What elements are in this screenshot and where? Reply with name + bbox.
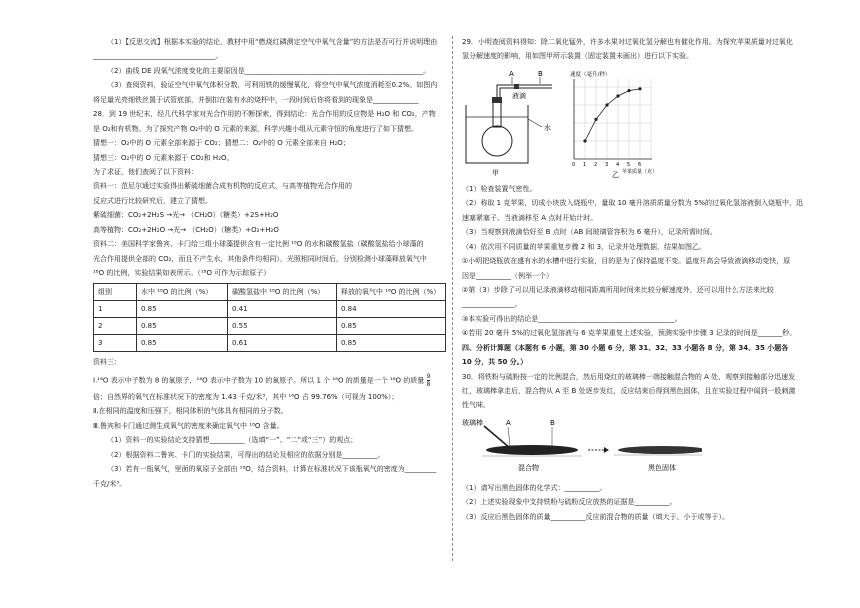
table-header: 水中 ¹⁸O 的比例（%） xyxy=(137,284,228,301)
label-a: A xyxy=(509,69,514,78)
fraction-denominator: 8 xyxy=(426,380,431,388)
text-line: 千克/米³。 xyxy=(93,479,127,488)
label-point-b: B xyxy=(550,418,555,427)
section-title-cont: 10 分，共 50 分。） xyxy=(462,358,528,367)
table-cell: 0.61 xyxy=(228,335,337,352)
flask xyxy=(482,97,512,156)
text-line: ①小明把烧瓶放在盛有水的水槽中进行实验，目的是为了保持温度不变。温度升高会导致液滴移动变快，原 xyxy=(462,257,791,266)
table-header: 组别 xyxy=(94,284,137,301)
label-glass-rod: 玻璃棒 xyxy=(462,418,483,427)
right-column xyxy=(462,38,830,527)
text-line: ②第（3）步除了可以用记录液滴移动相同距离所用时间来比较分解速度外，还可以用什么方法来比较 xyxy=(462,285,774,294)
text-line: 资料二：美国科学家鲁宾、卡门给三组小球藻提供含有一定比例 ¹⁸O 的水和碳酸氢盐（碳酸氢盐给小球藻的 xyxy=(93,240,424,249)
x-tick-label: 2 xyxy=(594,161,598,168)
text-line: ¹⁸O 的比例，实验结果如表所示。（¹⁸O 可作为示踪原子） xyxy=(93,269,271,277)
table-row xyxy=(94,318,446,335)
mixture-svg xyxy=(462,416,702,478)
text-line: 将足量光亮细铁丝置于试管底部，并倒扣在装有水的烧杯中，一段时间后你将看到的现象是_____________ xyxy=(93,95,419,104)
text-line: 反应式进行比较研究后，建立了猜想。 xyxy=(93,196,212,205)
arrow-right-icon xyxy=(604,447,609,453)
table-row xyxy=(94,301,446,318)
table-cell: 2 xyxy=(94,318,137,335)
table-cell: 0.55 xyxy=(228,318,337,335)
apparatus-figure xyxy=(462,67,662,179)
text-line: （3）当观察到液滴恰好至 B 点时（AB 间玻璃管容积为 6 毫升），记录所需时间。 xyxy=(462,228,717,237)
apparatus-svg xyxy=(462,67,662,179)
mixture-pile xyxy=(486,445,578,455)
label-mixture: 混合物 xyxy=(518,463,539,472)
text-line: _______________。 xyxy=(462,300,522,309)
text-line: 性气味。 xyxy=(462,401,490,410)
table-cell: 3 xyxy=(94,335,137,352)
equation-plants: 高等植物：CO₂+2H₂O →光→ （CH₂O）（糖类）+O₂+H₂O xyxy=(93,225,279,234)
text-line: （2）上述实验现象中支持铁粉与硫粉反应放热的证据是__________。 xyxy=(462,498,677,507)
table-cell: 0.85 xyxy=(137,335,228,352)
text-line: 资料三： xyxy=(93,358,121,367)
question-30: 30．将铁粉与硫粉按一定的比例混合，然后用烧红的玻璃棒一端接触混合物的 A 处，观察到接触部分迅速发 xyxy=(462,372,796,381)
x-axis-label: 苹果质量（克） xyxy=(622,168,658,175)
x-tick-label: 5 xyxy=(627,161,631,168)
caption-jia: 甲 xyxy=(492,168,499,177)
data-point xyxy=(605,103,608,106)
text-line xyxy=(93,373,446,388)
question-28: 28．到 19 世纪末，经几代科学家对光合作用的不断探索，得到结论：光合作用的反应物是 H₂O 和 CO₂，产物 xyxy=(93,110,436,119)
text-line: 红，玻璃棒拿走后，混合物从 A 至 B 处逐步发红，反应结束后得到黑色固体，且在实验过程中闻到一股刺激 xyxy=(462,387,796,395)
text-line: （4）依次用不同质量的苹果重复步骤 2 和 3，记录并处理数据，结果如图乙。 xyxy=(462,242,707,251)
text-line: （2）根据资料二鲁宾、卡门的实验结果，可得出的结论及相应的依据分别是__________。 xyxy=(107,450,385,459)
text-line: （1）检查装置气密性。 xyxy=(462,184,537,193)
text-line: 倍；自然界的氧气在标准状况下的密度为 1.43 千克/米³，其中 ¹⁶O 占 99.76%（可视为 100%）； xyxy=(93,392,399,401)
table-cell: 0.85 xyxy=(337,335,446,352)
table-header-row xyxy=(94,284,446,301)
table-header: 释放的氧气中 ¹⁸O 的比例（%） xyxy=(337,284,446,301)
text-line: 资料一：范尼尔通过实验得出紫硫细菌合成有机物的反应式，与高等植物光合作用的 xyxy=(93,182,352,191)
text-line: （3）查阅资料，验证空气中氧气体积分数，可利用铁的缓慢氧化，将空气中氧气浓度消耗至0.2%。如图内 xyxy=(107,81,438,90)
text-line: 猜想三：O₂中的 O 元素来源于 CO₂和 H₂O。 xyxy=(93,153,234,162)
curve-line xyxy=(585,89,640,141)
text-line: 因是__________（例举一个） xyxy=(462,271,553,280)
question-29: 29．小明查阅资料得知：除二氧化锰外，许多水果对过氧化氢分解也有催化作用。为探究苹果质量对过氧化 xyxy=(462,38,793,46)
label-point-a: A xyxy=(506,418,511,427)
equation-sulfur-bacteria: 紫硫细菌：CO₂+2H₂S →光→ （CH₂O）（糖类）+2S+H₂O xyxy=(93,211,279,220)
text-line: （2）曲线 DE 段氧气浓度变化的主要原因是___________________________________________________。 xyxy=(107,66,431,75)
text-line: ④若用 20 毫升 5%的过氧化氢溶液与 6 克苹果重复上述实验，预测实验中步骤 3 记录的时间是_______秒。 xyxy=(462,329,797,338)
data-point xyxy=(583,139,586,142)
text-line: （1）【反思交流】根据本实验的结论，教材中用“燃烧红磷测定空气中氧气含量”的方法是否可行并说明理由 xyxy=(107,38,438,46)
text-line: 氢分解速度的影响，用如图甲所示装置（固定装置未画出）进行以下实验。 xyxy=(462,52,693,61)
text-line: ___________________________________。 xyxy=(93,52,223,61)
text-line: 速塞紧塞子。当液滴移至 A 点时开始计时。 xyxy=(462,213,598,222)
table-cell: 0.41 xyxy=(228,301,337,318)
y-axis-label: 速度（毫升/秒） xyxy=(570,71,611,78)
left-column xyxy=(93,38,446,494)
text-line: 为了求证，他们查阅了以下资料： xyxy=(93,167,198,176)
data-point xyxy=(616,94,619,97)
table-cell: 0.85 xyxy=(137,301,228,318)
section-title: 四、分析计算题（本题有 6 小题，第 30 小题 6 分，第 31、32、33 小题各 8 分，第 34、35 小题各 xyxy=(462,343,789,352)
table-cell: 0.84 xyxy=(337,301,446,318)
x-ticks xyxy=(572,162,641,168)
glass-rod xyxy=(484,426,510,448)
table-cell: 0.85 xyxy=(337,318,446,335)
x-tick-label: 3 xyxy=(605,161,609,168)
text-line: （3）反应后黑色固体的质量__________反应前混合物的质量（填大于、小于或等于）。 xyxy=(462,512,729,521)
text-segment: Ⅰ.¹⁶O 表示中子数为 8 的氧原子，¹⁸O 表示中子数为 10 的氧原子。所以 1 个 ¹⁸O 的质量是一个 ¹⁶O 的质量 xyxy=(93,376,425,385)
label-b: B xyxy=(538,69,543,78)
fraction-numerator: 9 xyxy=(426,372,431,380)
graph-grid xyxy=(574,79,651,159)
column-divider xyxy=(452,36,453,561)
text-line: Ⅲ.鲁宾和卡门通过测生成氧气的密度来确定氧气中 ¹⁸O 含量。 xyxy=(93,421,284,430)
text-line: 猜想一：O₂中的 O 元素全部来源于 CO₂；猜想二：O₂中的 O 元素全部来自 H₂O； xyxy=(93,139,350,148)
mixture-figure xyxy=(462,416,702,478)
text-line: （3）若有一瓶氧气，里面的氧原子全部由 ¹⁸O，结合资料，计算在标准状况下该瓶氧气的密度为_________ xyxy=(107,465,437,474)
x-tick-label: 6 xyxy=(638,161,642,168)
text-line: 光合作用提供全部的 CO₂，而且不产生水，其他条件均相同），光照相同时间后，分别检测小球藻释放氧气中 xyxy=(93,254,427,263)
label-water: 水 xyxy=(544,123,551,132)
x-tick-label: 0 xyxy=(572,161,576,168)
label-liquid-drop: 液滴 xyxy=(512,91,526,100)
text-line: （2）称取 1 克苹果，切成小块放入烧瓶中，量取 10 毫升溶质质量分数为 5%的过氧化氢溶液倒入烧瓶中，迅 xyxy=(462,199,804,208)
text-line: ③本实验可得出的结论是_______________________________________。 xyxy=(462,314,682,323)
table-cell: 1 xyxy=(94,301,137,318)
data-point xyxy=(638,87,641,90)
caption-yi: 乙 xyxy=(612,170,619,179)
fraction xyxy=(427,373,431,388)
table-header: 碳酸氢盐中 ¹⁸O 的比例（%） xyxy=(228,284,337,301)
text-line: 是 O₂和有机物。为了探究产物 O₂中的 O 元素的来源，科学兴趣小组从元素守恒的角度进行了如下猜想。 xyxy=(93,124,419,133)
results-table xyxy=(93,283,446,352)
text-line: （1）请写出黑色固体的化学式：__________。 xyxy=(462,483,607,492)
text-line: Ⅱ.在相同的温度和压强下，相同体积的气体具有相同的分子数。 xyxy=(93,407,288,416)
table-row xyxy=(94,335,446,352)
black-solid xyxy=(618,446,702,454)
label-black-solid: 黑色固体 xyxy=(648,463,676,472)
rate-graph xyxy=(570,70,657,179)
x-tick-label: 4 xyxy=(616,161,620,168)
x-tick-label: 1 xyxy=(583,161,587,168)
table-cell: 0.85 xyxy=(137,318,228,335)
text-line: （1）资料一的实验结论支持猜想__________（选填“一”、“二”或“三”）的观点； xyxy=(107,436,358,445)
data-point xyxy=(594,118,597,121)
data-curve xyxy=(583,87,641,142)
data-point xyxy=(627,89,630,92)
